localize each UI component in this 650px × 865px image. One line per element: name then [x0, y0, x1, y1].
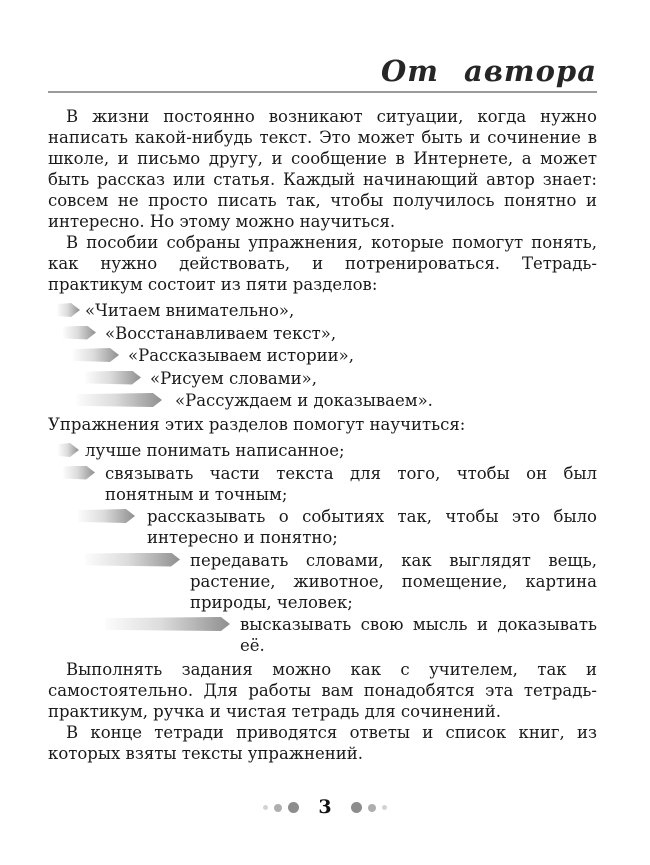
paragraph-ending: В конце тетради приводятся ответы и список книг, из которых взяты тексты упражнений. — [48, 723, 597, 763]
paragraph-manual: В пособии собраны упражнения, которые помогут понять, как нужно действовать, и потренироваться. Тетрадь-практикум состоит из пяти разделов: — [48, 233, 597, 294]
skill-label: лучше понимать написанное; — [85, 441, 345, 460]
section-label: «Рассказываем истории», — [128, 346, 354, 365]
list-item — [48, 440, 597, 461]
list-item — [48, 614, 597, 656]
page-header — [48, 54, 597, 93]
skill-label: рассказывать о событиях так, чтобы это было интересно и понятно; — [147, 507, 597, 547]
list-item — [48, 300, 597, 321]
list-item — [48, 368, 597, 389]
list-item — [48, 463, 597, 505]
section-label: «Рассуждаем и доказываем». — [175, 391, 433, 410]
skill-label: связывать части текста для того, чтобы он был понятным и точным; — [105, 463, 597, 504]
sections-list — [48, 300, 597, 411]
gradient-arrow-icon — [85, 553, 180, 567]
dot-icon — [263, 805, 268, 810]
list-item — [48, 390, 597, 411]
list-item — [48, 345, 597, 366]
paragraph-intro: В жизни постоянно возникают ситуации, когда нужно написать какой-нибудь текст. Это может быть и сочинение в школе, и письмо другу, и сообщение в Интернете, а может быть рассказ или статья. Каждый начинающий автор знает: совсем не просто писать так, чтобы получилось понятно и интересно. Но этому можно научиться. — [48, 107, 597, 231]
dot-icon — [288, 802, 299, 813]
gradient-arrow-icon — [105, 617, 230, 631]
paragraph-usage: Выполнять задания можно как с учителем, так и самостоятельно. Для работы вам понадобятся эта тетрадь-практикум, ручка и чистая тетрадь для сочинений. — [48, 660, 597, 721]
header-rule — [48, 91, 597, 93]
chapter-title: От автора — [381, 54, 597, 88]
section-label: «Восстанавливаем текст», — [105, 323, 337, 343]
dot-icon — [368, 804, 376, 812]
list-item — [48, 550, 597, 613]
gradient-arrow-icon — [76, 393, 162, 407]
skills-list — [48, 440, 597, 656]
list-item — [48, 506, 597, 548]
page-content — [48, 106, 597, 764]
dot-icon — [382, 805, 387, 810]
gradient-arrow-icon — [73, 348, 119, 362]
list-item — [48, 323, 597, 344]
section-label: «Рисуем словами», — [150, 368, 317, 388]
paragraph-skills-intro: Упражнения этих разделов помогут научиться: — [48, 415, 466, 434]
gradient-arrow-icon — [85, 371, 141, 385]
section-label: «Читаем внимательно», — [85, 301, 295, 320]
page-number: 3 — [318, 796, 332, 818]
page-footer — [0, 798, 650, 817]
dot-icon — [351, 802, 362, 813]
dot-icon — [274, 804, 282, 812]
skill-label: передавать словами, как выглядят вещь, растение, животное, помещение, картина природы, человек; — [190, 550, 597, 612]
skill-label: высказывать свою мысль и доказывать её. — [240, 615, 597, 655]
gradient-arrow-icon — [78, 509, 135, 523]
